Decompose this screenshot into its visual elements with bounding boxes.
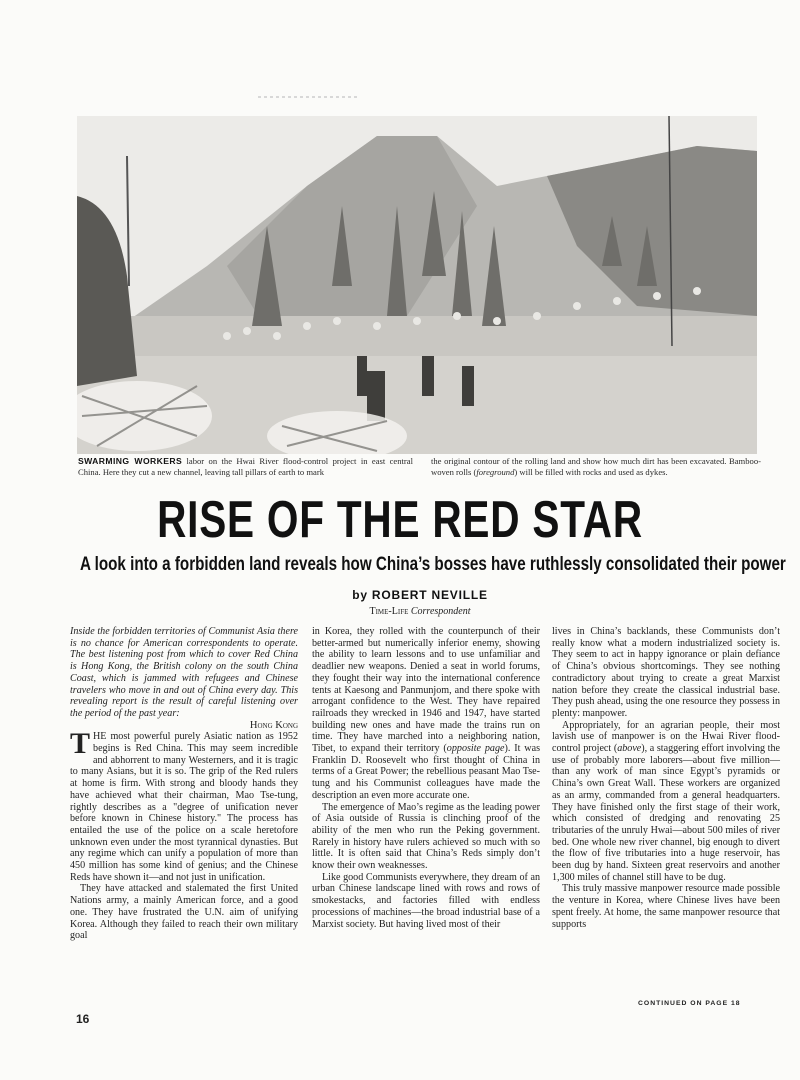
caption-lead: SWARMING WORKERS xyxy=(78,456,183,466)
byline-org: Time-Life xyxy=(369,606,409,617)
page-number: 16 xyxy=(76,1012,90,1026)
paragraph-5 xyxy=(552,720,780,884)
paragraph-5-italic: above xyxy=(617,743,642,755)
continued-notice: CONTINUED ON PAGE 18 xyxy=(638,1000,741,1007)
paragraph-1-lead: HE xyxy=(93,731,107,743)
photo-illustration xyxy=(77,116,757,454)
caption-italic: foreground xyxy=(476,467,515,477)
paragraph-4-continued: lives in China’s backlands, these Communists don’t really know what a modern industrialized society is. They seem to act in happy ignorance or plain defiance of China’s obvious shortcomings. They see nothing contradictory about trying to create a great Marxist nation before they create the classical industrial base. They push ahead, using the one resource they possess in plenty: manpower. xyxy=(552,626,780,719)
article-headline: RISE OF THE RED STAR xyxy=(157,491,643,549)
paragraph-2-continued xyxy=(312,626,540,802)
article-intro: Inside the forbidden territories of Communist Asia there is no chance for American correspondents to operate. The best listening post from which to cover Red China is Hong Kong, the British colony on the south China Coast, which is jammed with refugees and Chinese travelers who move in and out of China every day. This revealing report is the result of careful listening over the period of the past year: xyxy=(70,626,298,719)
paragraph-5-a: Appropriately, for an agrarian people, their most lavish use of manpower is on the Hwai River flood-control project ( xyxy=(552,719,780,755)
column-1 xyxy=(70,626,298,942)
caption-text-right-2: ) will be filled with rocks and used as dykes. xyxy=(514,467,668,477)
paragraph-2-cont-a: in Korea, they rolled with the counterpunch of their better-armed but numerically inferior enemy, showing the ability to learn lessons and to use unfamiliar and deadlier new weapons. Denied a seat in world forums, they fought their way into the international conference tents at Kaesong and Panmunjom, and there spoke with arrogant confidence to the West. They have repaired railroads they wrecked in 1946 and 1947, have started building new ones and have made the trains run on time. They have marched into a neighboring nation, Tibet, to expand their territory ( xyxy=(312,626,540,755)
paragraph-3: The emergence of Mao’s regime as the leading power of Asia outside of Russia is clinching proof of the ability of the men who run the Peking government. Rarely in history have rulers achieved so much with so little. It is often said that China’s Reds simply don’t know their own weaknesses. xyxy=(312,801,540,872)
paragraph-5-b: ), a staggering effort involving the use of probably more laborers—about five million—than any work of man since Egypt’s pyramids or China’s own Great Wall. These workers are organized as an army, commanded from a general headquarters. They have finished only the first stage of their work, which consisted of dredging and renovating 25 tributaries of the unruly Hwai—about 500 miles of river bed. One whole new river channel, big enough to divert the flow of five tributaries into a huge reservoir, has been dug by hand. Sixteen great reservoirs and another 1,300 miles of channel still have to be dug. xyxy=(552,743,780,883)
paragraph-1 xyxy=(70,727,298,883)
paragraph-2-cont-b: ). It was Franklin D. Roosevelt who first thought of China in terms of a Great Power; the rebellious peasant Mao Tse-tung and his Communist colleagues have made the description an even more accurate one. xyxy=(312,743,541,801)
article-byline: by ROBERT NEVILLE xyxy=(352,588,488,602)
photo-caption-left xyxy=(78,456,413,478)
caption-text-right-1: the original contour of the rolling land and show how much dirt has been excavated. Bamboo-woven rolls ( xyxy=(431,456,761,477)
drop-cap: T xyxy=(70,727,91,761)
caption-text-left: labor on the Hwai River flood-control project in east central China. Here they cut a new channel, leaving tall pillars of earth to mark xyxy=(78,456,413,477)
column-3 xyxy=(552,626,780,930)
print-artifact xyxy=(258,96,358,98)
paragraph-6: This truly massive manpower resource made possible the venture in Korea, where Chinese lives have been spent freely. At home, the same manpower resource that supports xyxy=(552,883,780,930)
paragraph-4: Like good Communists everywhere, they dream of an urban Chinese landscape lined with rows and rows of smokestacks, and factories filled with endless processions of machines—the broad industrial base of a Marxist society. But having lived most of their xyxy=(312,871,540,930)
photo-caption-right xyxy=(431,456,761,478)
paragraph-2-italic: opposite page xyxy=(446,743,505,755)
dateline: Hong Kong xyxy=(249,719,298,731)
byline-role: Correspondent xyxy=(410,606,471,617)
column-2 xyxy=(312,626,540,930)
paragraph-1-text: most powerful purely Asiatic nation as 1952 begins is Red China. This may seem incredible and abhorrent to many Westerners, and it is tragic to many Asians, but it is so. The grip of the Red rulers at home is firm. With strong and bloody hands they have achieved what their chairman, Mao Tse-tung, rightly describes as a "degree of unification never before known in Chinese history." The process has entailed the use of the police on a scale heretofore unknown even under the most tyrannical dynasties. But any regime which can unify a population of more than 450 million has some kind of genius; and the Chinese Reds have shown it—and not just in unification. xyxy=(70,731,298,883)
hero-photo xyxy=(77,116,757,454)
paragraph-2: They have attacked and stalemated the first United Nations army, a mainly American force, and a good one. They have frustrated the U.N. aim of unifying Korea. Although they failed to reach their own military goal xyxy=(70,883,298,942)
byline-title xyxy=(0,606,800,617)
article-deck: A look into a forbidden land reveals how China’s bosses have ruthlessly consolidated their power xyxy=(80,554,786,575)
